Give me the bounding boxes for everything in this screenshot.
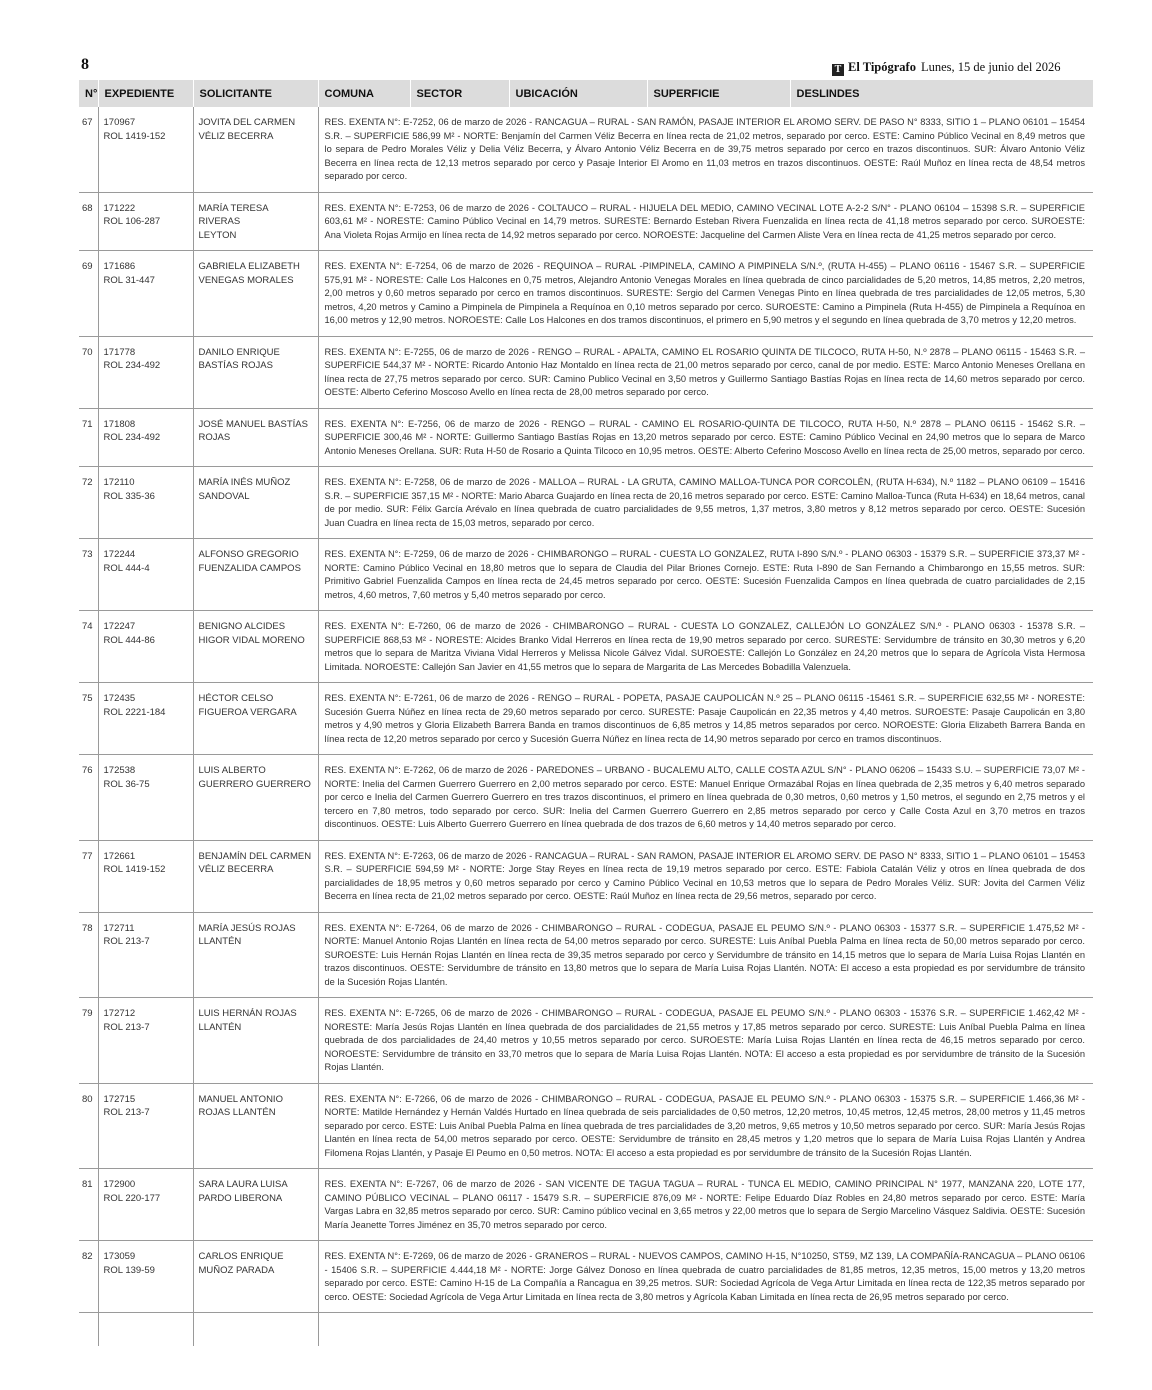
solicitante-name-line2: LLANTÉN [198,1021,242,1033]
solicitante-name-line1: JOVITA DEL CARMEN [198,117,296,128]
solicitante-name-line2: VÉLIZ BECERRA [198,130,274,142]
deslindes-details: RES. EXENTA N°: E-7253, 06 de marzo de 2026 - COLTAUCO – RURAL - HIJUELA DEL MEDIO, CAMINO VECINAL LOTE A-2-2 S/N° - PLANO 06104 – 15398 S.R. – SUPERFICIE 603,61 M² - NORESTE: Camino Público Vecinal en 14,79 metros. SURESTE: Bernardo Esteban Rivera Fuenzalida en línea recta de 41,18 metros separado por cerco. SUROESTE: Ana Violeta Rojas Armijo en línea recta de 14,92 metros separado por cerco. NOROESTE: Jacqueline del Carmen Aliste Vera en línea recta de 41,25 metros separado por cerco. [318,192,1093,251]
table-row [79,467,1093,539]
table-filler-row [79,1313,1093,1347]
solicitante-name-line2: MUÑOZ PARADA [198,1264,275,1276]
expediente-number: 172661 [103,850,136,862]
expediente-number: 171686 [103,261,136,272]
table-header-row [79,80,1093,107]
solicitante-cell [193,251,318,337]
expediente-cell [98,1241,193,1313]
expediente-number: 172711 [103,922,135,934]
deslindes-details: RES. EXENTA N°: E-7262, 06 de marzo de 2026 - PAREDONES – URBANO - BUCALEMU ALTO, CALLE COSTA AZUL S/N° - PLANO 06206 – 15433 S.U. – SUPERFICIE 73,07 M² - NORTE: Inelia del Carmen Guerrero Guerrero en 2,00 metros separado por cerco. ESTE: Manuel Enrique Ormazábal Rojas en línea quebrada de 2,35 metros y 6,40 metros separado por cerco e Inelia del Carmen Guerrero Guerrero en tres trazos discontinuos, el primero en línea quebrada de 0,30 metros, 0,60 metros y 1,50 metros, el segundo en 2,75 metros y el tercero en 7,80 metros, todo separado por cerco. SUR: Inelia del Carmen Guerrero Guerrero en 2,85 metros separado por cerco y Calle Costa Azul en 3,70 metros en trazos discontinuos. OESTE: Luis Alberto Guerrero Guerrero en línea quebrada de dos trazos de 6,60 metros y 14,40 metros separado por cerco. [318,755,1093,841]
solicitante-name-line1: MANUEL ANTONIO [198,1093,283,1105]
table-row [79,539,1093,611]
solicitante-name-line1: LUIS HERNÁN ROJAS [198,1008,297,1019]
table-row [79,912,1093,998]
deslindes-details: RES. EXENTA N°: E-7255, 06 de marzo de 2026 - RENGO – RURAL - APALTA, CAMINO EL ROSARIO QUINTA DE TILCOCO, RUTA H-50, N.º 2878 – PLANO 06115 - 15463 S.R. – SUPERFICIE 544,37 M² - NORTE: Ricardo Antonio Haz Montaldo en línea recta de 21,00 metros separado por cerco, canal de por medio. ESTE: Marco Antonio Meneses Orellana en línea recta de 27,75 metros separado por cerco. SUR: Camino Publico Vecinal en 3,50 metros y Guillermo Santiago Bastías Rojas en línea recta de 14,60 metros separado por cerco. OESTE: Alberto Ceferino Moscoso Avello en línea recta de 28,00 metros separado por cerco. [318,336,1093,408]
expediente-number: 172247 [103,621,136,632]
expediente-cell [98,912,193,998]
expediente-cell [98,611,193,683]
solicitante-cell [193,912,318,998]
table-row [79,107,1093,192]
expediente-cell [98,539,193,611]
solicitante-cell [193,1083,318,1169]
rol-number: ROL 1419-152 [103,864,166,875]
solicitante-name-line1: CARLOS ENRIQUE [198,1251,284,1262]
table-row [79,336,1093,408]
solicitante-name-line1: MARÍA JESÚS ROJAS [198,922,296,934]
solicitante-name-line2: ROJAS [198,432,231,443]
table-row [79,755,1093,841]
newspaper-name: El Tipógrafo [848,60,916,74]
table-row [79,998,1093,1084]
solicitante-cell [193,408,318,467]
table-row [79,611,1093,683]
solicitante-cell [193,755,318,841]
expediente-cell [98,336,193,408]
rol-number: ROL 213-7 [103,1021,150,1033]
row-number: 73 [79,539,98,611]
solicitante-name-line1: DANILO ENRIQUE [198,346,280,358]
table-row [79,1241,1093,1313]
newspaper-logo-icon: T [832,64,844,76]
expediente-cell [98,467,193,539]
rol-number: ROL 234-492 [103,360,161,371]
header-solicitante: SOLICITANTE [193,80,318,107]
rol-number: ROL 139-59 [103,1264,155,1276]
expediente-cell [98,107,193,192]
rol-number: ROL 2221-184 [103,706,166,718]
solicitante-name-line1: SARA LAURA LUISA [198,1179,288,1190]
row-number: 76 [79,755,98,841]
solicitante-name-line1: HÉCTOR CELSO [198,693,274,704]
expediente-cell [98,192,193,251]
deslindes-details: RES. EXENTA N°: E-7254, 06 de marzo de 2026 - REQUINOA – RURAL -PIMPINELA, CAMINO A PIMPINELA S/N.º, (RUTA H-455) – PLANO 06116 - 15467 S.R. – SUPERFICIE 575,91 M² - NORESTE: Calle Los Halcones en 0,75 metros, Alejandro Antonio Venegas Morales en línea quebrada de cinco parcialidades de 5,20 metros, 14,85 metros, 2,20 metros, 2,00 metros y 0,60 metros separado por cerco en tramos discontinuos. SURESTE: Sergio del Carmen Venegas Pinto en línea quebrada de tres parcialidades de 12,05 metros, 5,30 metros, 4,20 metros y Camino a Pimpinela de Pimpinela a Requínoa en 0,10 metros separado por cerco. SUROESTE: Camino a Pimpinela (Ruta H-455) de Pimpinela a Requínoa en 16,00 metros y 12,90 metros. NOROESTE: Calle Los Halcones en dos tramos discontinuos, el primero en 5,90 metros y el segundo en línea quebrada de 3,70 metros y 12,20 metros. [318,251,1093,337]
header-expediente: EXPEDIENTE [98,80,193,107]
solicitante-name-line1: MARÍA INÉS MUÑOZ [198,477,291,488]
expediente-number: 172435 [103,693,136,704]
rol-number: ROL 335-36 [103,490,155,502]
expediente-cell [98,683,193,755]
deslindes-details: RES. EXENTA N°: E-7265, 06 de marzo de 2026 - CHIMBARONGO – RURAL - CODEGUA, PASAJE EL PEUMO S/N.º - PLANO 06303 - 15376 S.R. – SUPERFICIE 1.462,42 M² - NORESTE: María Jesús Rojas Llantén en línea quebrada de dos parcialidades de 21,55 metros y 17,85 metros separado por cerco. SURESTE: Luis Aníbal Puebla Palma en línea quebrada de dos parcialidades de 24,40 metros y 10,55 metros separado por cerco. SUROESTE: María Luisa Rojas Llantén en línea recta de 46,15 metros separado por cerco. NOROESTE: Servidumbre de tránsito en 33,70 metros que lo separa de María Luisa Rojas Llantén. NOTA: El acceso a esta propiedad es por servidumbre de tránsito de la Sucesión Rojas Llantén. [318,998,1093,1084]
deslindes-details: RES. EXENTA N°: E-7260, 06 de marzo de 2026 - CHIMBARONGO – RURAL - CUESTA LO GONZALEZ, CALLEJÓN LO GONZÁLEZ S/N.º - PLANO 06303 - 15378 S.R. – SUPERFICIE 868,53 M² - NORESTE: Alcides Branko Vidal Herreros en línea recta de 19,90 metros separado por cerco. SURESTE: Servidumbre de tránsito en 30,30 metros y 6,20 metros que lo separa de Maritza Viviana Vidal Herreros y Melissa Nicole Gálvez Vidal. SUROESTE: Callejón Lo González en 24,20 metros que lo separa de Agrícola Vista Hermosa Limitada. NOROESTE: Callejón San Javier en 41,55 metros que lo separa de Margarita de Las Mercedes Bobadilla Valenzuela. [318,611,1093,683]
row-number: 80 [79,1083,98,1169]
expediente-number: 172110 [103,477,135,488]
solicitante-name-line2: LEYTON [198,229,237,241]
header-sector: SECTOR [410,80,509,107]
table-row [79,192,1093,251]
deslindes-details: RES. EXENTA N°: E-7258, 06 de marzo de 2026 - MALLOA – RURAL - LA GRUTA, CAMINO MALLOA-TUNCA POR CORCOLÉN, (RUTA H-634), N.º 1182 – PLANO 06109 – 15416 S.R. – SUPERFICIE 357,15 M² - NORTE: Mario Abarca Guajardo en línea recta de 20,16 metros separado por cerco. ESTE: Camino Malloa-Tunca (Ruta H-634) en 18,64 metros, canal de por medio. SUR: Félix García Arévalo en línea quebrada de cuatro parcialidades de 9,55 metros, 1,37 metros, 3,80 metros y 8,12 metros separado por cerco. OESTE: Sucesión Juan Cuadra en línea recta de 15,03 metros, separado por cerco. [318,467,1093,539]
masthead [832,60,1061,76]
rol-number: ROL 444-86 [103,634,155,646]
rol-number: ROL 31-447 [103,274,155,286]
rol-number: ROL 444-4 [103,562,150,574]
solicitante-name-line1: GABRIELA ELIZABETH [198,261,300,272]
page-number: 8 [81,56,89,73]
solicitante-name-line2: VÉLIZ BECERRA [198,864,274,875]
expediente-number: 171808 [103,418,136,430]
table-body [79,107,1093,1346]
expediente-number: 172712 [103,1008,136,1019]
header-ubicacion: UBICACIÓN [509,80,647,107]
rol-number: ROL 213-7 [103,1107,150,1118]
table-row [79,251,1093,337]
expediente-number: 172538 [103,765,136,776]
header-number: N° [79,80,98,107]
row-number: 81 [79,1169,98,1241]
rol-number: ROL 1419-152 [103,130,166,142]
header-comuna: COMUNA [318,80,410,107]
row-number: 70 [79,336,98,408]
row-number: 82 [79,1241,98,1313]
expediente-number: 172715 [103,1093,136,1105]
expediente-cell [98,408,193,467]
solicitante-name-line2: SANDOVAL [198,490,250,502]
solicitante-cell [193,1169,318,1241]
row-number: 69 [79,251,98,337]
deslindes-details: RES. EXENTA N°: E-7261, 06 de marzo de 2026 - RENGO – RURAL - POPETA, PASAJE CAUPOLICÁN N.º 25 – PLANO 06115 -15461 S.R. – SUPERFICIE 632,55 M² - NORESTE: Sucesión Guerra Núñez en línea recta de 29,60 metros separado por cerco. SURESTE: Pasaje Caupolicán en 22,35 metros y 4,40 metros. SUROESTE: Pasaje Caupolicán en 3,80 metros y 4,90 metros y Gloria Elizabeth Barrera Banda en tramos discontinuos de 6,85 metros y 14,85 metros separados por cerco. NOROESTE: Gloria Elizabeth Barrera Banda en línea recta de 12,20 metros separado por cerco y Sucesión Guerra Núñez en línea recta de 14,90 metros separado por cerco en tramos discontinuos. [318,683,1093,755]
solicitante-name-line2: FIGUEROA VERGARA [198,706,297,718]
table-row [79,1083,1093,1169]
solicitante-cell [193,683,318,755]
deslindes-details: RES. EXENTA N°: E-7267, 06 de marzo de 2026 - SAN VICENTE DE TAGUA TAGUA – RURAL - TUNCA EL MEDIO, CAMINO PRINCIPAL N° 1977, MANZANA 220, LOTE 177, CAMINO PÚBLICO VECINAL – PLANO 06117 - 15479 S.R. – SUPERFICIE 876,09 M² - NORTE: Felipe Eduardo Díaz Robles en 24,80 metros separado por cerco. ESTE: María Vargas Labra en 32,85 metros separado por cerco. SUR: Camino público vecinal en 3,65 metros y 22,00 metros que lo separa de Sergio Marcelino Vásquez Saldivia. OESTE: Sucesión María Jeanette Torres Jiménez en 35,70 metros separado por cerco. [318,1169,1093,1241]
solicitante-cell [193,539,318,611]
deslindes-details: RES. EXENTA N°: E-7256, 06 de marzo de 2026 - RENGO – RURAL - CAMINO EL ROSARIO-QUINTA DE TILCOCO, RUTA H-50, N.º 2878 – PLANO 06115 - 15462 S.R. – SUPERFICIE 300,46 M² - NORTE: Guillermo Santiago Bastías Rojas en 13,20 metros separado por cerco. ESTE: Camino Público Vecinal en 24,90 metros que lo separa de Marco Antonio Meneses Orellana. SUR: Ruta H-50 de Rosario a Quinta Tilcoco en 10,95 metros. OESTE: Alberto Ceferino Moscoso Avello en línea recta de 25,00 metros, separado por cerco. [318,408,1093,467]
row-number: 74 [79,611,98,683]
solicitante-cell [193,192,318,251]
deslindes-details: RES. EXENTA N°: E-7264, 06 de marzo de 2026 - CHIMBARONGO – RURAL - CODEGUA, PASAJE EL PEUMO S/N.º - PLANO 06303 - 15377 S.R. – SUPERFICIE 1.475,52 M² - NORTE: Manuel Antonio Rojas Llantén en línea recta de 54,00 metros separado por cerco. SURESTE: Luis Aníbal Puebla Palma en línea recta de 50,00 metros separado por cerco. SUROESTE: Luis Hernán Rojas Llantén en línea recta de 39,35 metros separado por cerco y Servidumbre de tránsito en 14,15 metros que lo separa de María Luisa Rojas Llantén en trazos discontinuos. OESTE: Servidumbre de tránsito en 13,80 metros que lo separa de María Luisa Rojas Llantén. NOTA: El acceso a esta propiedad es por servidumbre de tránsito de la Sucesión Rojas Llantén. [318,912,1093,998]
solicitante-cell [193,336,318,408]
solicitante-name-line2: ROJAS LLANTÉN [198,1107,276,1118]
solicitante-name-line2: PARDO LIBERONA [198,1192,283,1204]
issue-date: Lunes, 15 de junio del 2026 [920,60,1061,74]
expediente-cell [98,755,193,841]
solicitante-name-line2: FUENZALIDA CAMPOS [198,562,301,574]
solicitante-name-line2: HIGOR VIDAL MORENO [198,634,305,646]
expediente-number: 170967 [103,117,136,128]
row-number: 78 [79,912,98,998]
solicitante-name-line1: LUIS ALBERTO [198,765,266,776]
expediente-number: 172244 [103,549,136,560]
solicitante-name-line2: VENEGAS MORALES [198,274,294,286]
row-number: 67 [79,107,98,192]
expediente-cell [98,251,193,337]
row-number: 77 [79,840,98,912]
rol-number: ROL 220-177 [103,1192,161,1204]
expediente-cell [98,998,193,1084]
row-number: 68 [79,192,98,251]
expediente-cell [98,1169,193,1241]
row-number: 79 [79,998,98,1084]
deslindes-details: RES. EXENTA N°: E-7252, 06 de marzo de 2026 - RANCAGUA – RURAL - SAN RAMÓN, PASAJE INTERIOR EL AROMO SERV. DE PASO N° 8333, SITIO 1 – PLANO 06101 – 15454 S.R. – SUPERFICIE 586,99 M² - NORTE: Benjamín del Carmen Véliz Becerra en línea recta de 21,02 metros, separado por cerco. ESTE: Camino Público Vecinal en 8,49 metros que lo separa de Pedro Morales Véliz y Delia Véliz Becerra, y Álvaro Antonio Véliz Becerra en de 39,75 metros separado por cerco en trazos discontinuos. SUR: Álvaro Antonio Véliz Becerra en línea recta de 12,13 metros separado por cerco y Pasaje Interior El Aromo en 11,03 metros en trazos discontinuos. OESTE: Raúl Muñoz en línea recta de 48,54 metros separado por cerco. [318,107,1093,192]
solicitante-cell [193,611,318,683]
rol-number: ROL 234-492 [103,432,161,443]
table-row [79,840,1093,912]
rol-number: ROL 36-75 [103,778,150,790]
expediente-cell [98,840,193,912]
expediente-number: 171222 [103,202,136,214]
table-row [79,683,1093,755]
rol-number: ROL 106-287 [103,216,161,227]
solicitante-name-line1: ALFONSO GREGORIO [198,549,299,560]
solicitante-name-line1: MARÍA TERESA RIVERAS [198,202,269,227]
solicitante-name-line1: BENIGNO ALCIDES [198,621,286,632]
solicitante-cell [193,107,318,192]
solicitante-cell [193,840,318,912]
expediente-number: 172900 [103,1179,136,1190]
table-row [79,1169,1093,1241]
expediente-cell [98,1083,193,1169]
solicitante-cell [193,998,318,1084]
table-row [79,408,1093,467]
rol-number: ROL 213-7 [103,936,150,947]
solicitante-name-line1: JOSÉ MANUEL BASTÍAS [198,418,308,430]
deslindes-details: RES. EXENTA N°: E-7269, 06 de marzo de 2026 - GRANEROS – RURAL - NUEVOS CAMPOS, CAMINO H-15, N°10250, ST59, MZ 139, LA COMPAÑÍA-RANCAGUA – PLANO 06106 - 15406 S.R. – SUPERFICIE 4.444,18 M² - NORTE: Jorge Gálvez Donoso en línea quebrada de cuatro parcialidades de 81,85 metros, 12,35 metros, 15,00 metros y 13,20 metros separado por cerco. ESTE: Camino H-15 de La Compañía a Rancagua en 39,25 metros. SUR: Sociedad Agrícola de Vega Artur Limitada en línea recta de 122,35 metros separado por cerco. OESTE: Sociedad Agrícola de Vega Artur Limitada en línea recta de 3,80 metros y Agrícola Kaban Limitada en línea recta de 26,95 metros separado por cerco. [318,1241,1093,1313]
row-number: 75 [79,683,98,755]
solicitante-cell [193,1241,318,1313]
expediente-number: 173059 [103,1251,136,1262]
solicitante-name-line1: BENJAMÍN DEL CARMEN [198,850,312,862]
expediente-number: 171778 [103,346,136,358]
header-superficie: SUPERFICIE [647,80,790,107]
solicitante-cell [193,467,318,539]
deslindes-details: RES. EXENTA N°: E-7263, 06 de marzo de 2026 - RANCAGUA – RURAL - SAN RAMON, PASAJE INTERIOR EL AROMO SERV. DE PASO N° 8333, SITIO 1 – PLANO 06101 – 15453 S.R. – SUPERFICIE 594,59 M² - NORTE: Jorge Stay Reyes en línea recta de 19,19 metros separado por cerco. ESTE: Fabiola Catalán Véliz y otros en línea quebrada de dos parcialidades de 18,95 metros y 0,60 metros separado por cerco y Camino Público Vecinal en 10,53 metros que lo separa de Pedro Morales Véliz. SUR: Jovita del Carmen Véliz Becerra en línea recta de 21,02 metros separado por cerco. OESTE: Raúl Muñoz en línea recta de 29,56 metros, separado por cerco. [318,840,1093,912]
row-number: 72 [79,467,98,539]
deslindes-details: RES. EXENTA N°: E-7259, 06 de marzo de 2026 - CHIMBARONGO – RURAL - CUESTA LO GONZALEZ, RUTA I-890 S/N.º - PLANO 06303 - 15379 S.R. – SUPERFICIE 373,37 M² - NORTE: Camino Público Vecinal en 18,80 metros que lo separa de Claudia del Pilar Briones Cornejo. ESTE: Ruta I-890 de San Fernando a Chimbarongo en 15,55 metros. SUR: Primitivo Gabriel Fuenzalida Campos en línea recta de 24,45 metros separado por cerco. OESTE: Sucesión Fuenzalida Campos en línea quebrada de cuatro parcialidades de 2,15 metros, 4,60 metros, 7,60 metros y 5,40 metros separado por cerco. [318,539,1093,611]
solicitante-name-line2: GUERRERO GUERRERO [198,778,311,790]
row-number: 71 [79,408,98,467]
solicitante-name-line2: BASTÍAS ROJAS [198,360,273,371]
deslindes-details: RES. EXENTA N°: E-7266, 06 de marzo de 2026 - CHIMBARONGO – RURAL - CODEGUA, PASAJE EL PEUMO S/N.º - PLANO 06303 - 15375 S.R. – SUPERFICIE 1.466,36 M² - NORTE: Matilde Hernández y Hernán Valdés Hurtado en línea quebrada de seis parcialidades de 0,50 metros, 12,20 metros, 10,45 metros, 12,45 metros, 28,00 metros y 11,45 metros separado por cerco. ESTE: Luis Aníbal Puebla Palma en línea quebrada de tres parcialidades de 3,20 metros, 9,65 metros y 10,50 metros separado por cerco. SUR: María Jesús Rojas Llantén en línea recta de 54,00 metros separado por cerco. OESTE: Servidumbre de tránsito en 28,45 metros y 1,20 metros que lo separa de María Luisa Rojas Llantén y Andrea Filomena Rojas Llantén, y Pasaje El Peumo en 0,50 metros. NOTA: El acceso a esta propiedad es por servidumbre de tránsito de la Sucesión Rojas Llantén. [318,1083,1093,1169]
solicitante-name-line2: LLANTÉN [198,936,242,947]
header-deslindes: DESLINDES [790,80,1093,107]
records-table [79,80,1093,1346]
